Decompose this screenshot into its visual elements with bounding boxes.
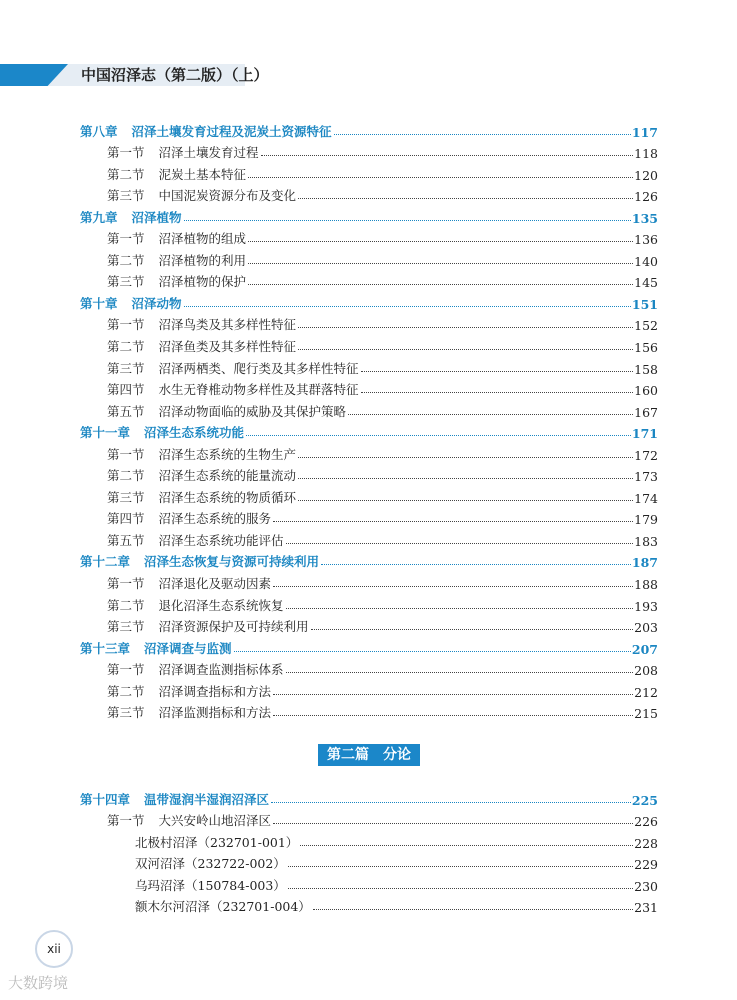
toc-label [80,294,184,312]
toc-page: 188 [634,577,658,593]
toc-page: 203 [634,620,658,636]
toc-title: 沼泽生态系统功能评估 [158,532,284,548]
toc-section[interactable] [80,312,658,334]
toc-title: 沼泽资源保护及可持续利用 [158,619,309,635]
toc-label [107,703,273,721]
toc-section[interactable] [80,527,658,549]
toc-title: 沼泽生态系统的生物生产 [158,446,297,462]
toc-number: 第一节 [107,446,145,462]
leader-dots [313,909,633,910]
toc-label [107,509,273,527]
leader-dots [248,241,633,242]
toc-page: 231 [634,900,658,916]
leader-dots [271,802,631,803]
toc-section[interactable] [80,377,658,399]
toc-number: 第二节 [107,468,145,484]
leader-dots [298,457,633,458]
toc-entry[interactable] [80,829,658,851]
toc-number: 第一节 [107,662,145,678]
toc-number: 第三节 [107,188,145,204]
book-title: 中国沼泽志（第二版）（上） [81,66,269,84]
toc-label [107,617,311,635]
toc-number: 第三节 [107,705,145,721]
toc-title: 沼泽鸟类及其多样性特征 [158,317,297,333]
toc-page: 136 [634,232,658,248]
toc-title: 大兴安岭山地沼泽区 [158,813,272,829]
part-banner: 第二篇 分论 [318,744,420,766]
toc-page: 152 [634,318,658,334]
toc-title: 沼泽调查指标和方法 [158,683,272,699]
leader-dots [300,845,633,846]
leader-dots [273,586,633,587]
toc-label [107,402,348,420]
toc-title: 退化沼泽生态系统恢复 [158,597,284,613]
toc-chapter[interactable] [80,290,658,312]
leader-dots [288,866,633,867]
toc-title: 沼泽植物的利用 [158,252,247,268]
toc-page: 160 [634,383,658,399]
leader-dots [273,715,633,716]
toc-section[interactable] [80,570,658,592]
leader-dots [311,629,634,630]
toc-chapter[interactable] [80,420,658,442]
toc-label [80,423,246,441]
toc-page: 158 [634,361,658,377]
toc-page: 215 [634,706,658,722]
toc-section[interactable] [80,463,658,485]
toc-title: 沼泽生态系统的物质循环 [158,489,297,505]
toc-page: 226 [634,814,658,830]
leader-dots [273,694,633,695]
toc-label [107,186,298,204]
leader-dots [286,608,634,609]
toc-label [107,531,286,549]
toc-number: 第二节 [107,683,145,699]
toc-label [80,639,234,657]
toc-page: 208 [634,663,658,679]
toc-label [107,574,273,592]
toc-number: 第十章 [80,295,118,311]
toc-title: 泥炭土基本特征 [158,166,247,182]
toc-label [80,552,321,570]
toc-title: 沼泽植物的保护 [158,274,247,290]
toc-number: 第十四章 [80,791,131,807]
leader-dots [248,177,633,178]
toc-chapter[interactable] [80,118,658,140]
toc-title: 北极村沼泽（232701-001） [135,834,299,850]
leader-dots [286,672,634,673]
toc-title: 沼泽两栖类、爬行类及其多样性特征 [158,360,359,376]
toc-title: 沼泽退化及驱动因素 [158,576,272,592]
toc-label [107,143,261,161]
toc-number: 第一节 [107,576,145,592]
toc-part2 [80,786,658,915]
toc-title: 沼泽生态系统的服务 [158,511,272,527]
leader-dots [261,155,634,156]
toc-section[interactable] [80,484,658,506]
toc-title: 沼泽土壤发育过程及泥炭土资源特征 [131,123,332,139]
toc-page: 135 [631,210,658,226]
toc-section[interactable] [80,333,658,355]
toc-section[interactable] [80,592,658,614]
toc-page: 167 [634,404,658,420]
toc-section[interactable] [80,441,658,463]
toc-page: 172 [634,447,658,463]
leader-dots [248,263,633,264]
toc-section[interactable] [80,226,658,248]
toc-title: 沼泽生态系统功能 [144,425,245,441]
toc-title: 沼泽调查监测指标体系 [158,662,284,678]
toc-number: 第二节 [107,166,145,182]
toc-label [107,315,298,333]
toc-entry[interactable] [80,851,658,873]
leader-dots [348,414,633,415]
toc-number: 第三节 [107,489,145,505]
toc-entry[interactable] [80,872,658,894]
toc-page: 207 [631,641,658,657]
toc-chapter[interactable] [80,204,658,226]
toc-number: 第四节 [107,511,145,527]
toc-chapter[interactable] [80,549,658,571]
toc-page: 187 [631,555,658,571]
toc-label [135,876,288,894]
toc-page: 145 [634,275,658,291]
toc-page: 118 [634,146,658,162]
toc-section[interactable] [80,183,658,205]
leader-dots [298,349,633,350]
leader-dots [273,521,633,522]
toc-label [80,790,271,808]
toc-label [135,854,288,872]
toc-label [107,488,298,506]
toc-label [107,229,248,247]
toc-label [107,165,248,183]
toc-page: 225 [631,792,658,808]
toc-title: 沼泽动物面临的威胁及其保护策略 [158,403,347,419]
toc-number: 第十二章 [80,554,131,570]
toc-label [107,811,273,829]
toc-label [107,682,273,700]
toc-page: 212 [634,684,658,700]
toc-page: 140 [634,253,658,269]
toc-section[interactable] [80,355,658,377]
toc-label [107,466,298,484]
toc-label [107,660,286,678]
toc-number: 第八章 [80,123,118,139]
toc-number: 第十三章 [80,640,131,656]
leader-dots [298,478,633,479]
leader-dots [298,500,633,501]
leader-dots [246,435,631,436]
toc-number: 第五节 [107,532,145,548]
toc-title: 沼泽动物 [131,295,182,311]
toc-number: 第一节 [107,317,145,333]
toc-title: 沼泽鱼类及其多样性特征 [158,339,297,355]
leader-dots [273,823,633,824]
toc-title: 沼泽生态系统的能量流动 [158,468,297,484]
toc-number: 第二节 [107,597,145,613]
leader-dots [248,284,633,285]
toc-section[interactable] [80,657,658,679]
toc-label [80,208,184,226]
toc-page: 120 [634,167,658,183]
toc-section[interactable] [80,506,658,528]
toc-part1 [80,118,658,721]
toc-number: 第二节 [107,252,145,268]
toc-number: 第十一章 [80,425,131,441]
toc-label [80,122,334,140]
toc-title: 沼泽监测指标和方法 [158,705,272,721]
toc-section[interactable] [80,398,658,420]
toc-page: 126 [634,189,658,205]
toc-page: 156 [634,340,658,356]
toc-page: 151 [631,296,658,312]
leader-dots [361,371,634,372]
toc-section[interactable] [80,700,658,722]
toc-section[interactable] [80,269,658,291]
toc-label [107,251,248,269]
toc-label [107,596,286,614]
toc-page: 183 [634,533,658,549]
toc-title: 沼泽土壤发育过程 [158,145,259,161]
toc-page: 193 [634,598,658,614]
toc-page: 173 [634,469,658,485]
toc-label [107,272,248,290]
toc-page: 230 [634,878,658,894]
toc-title: 沼泽生态恢复与资源可持续利用 [144,554,320,570]
toc-section[interactable] [80,808,658,830]
leader-dots [286,543,634,544]
toc-number: 第二节 [107,339,145,355]
toc-number: 第一节 [107,231,145,247]
toc-title: 额木尔河沼泽（232701-004） [135,899,311,915]
leader-dots [298,327,633,328]
toc-title: 双河沼泽（232722-002） [135,856,286,872]
toc-title: 沼泽植物 [131,209,182,225]
toc-number: 第四节 [107,382,145,398]
toc-label [107,445,298,463]
toc-number: 第三节 [107,360,145,376]
toc-chapter[interactable] [80,635,658,657]
toc-page: 117 [631,124,658,140]
toc-title: 沼泽调查与监测 [144,640,232,656]
leader-dots [234,651,631,652]
leader-dots [184,220,631,221]
toc-section[interactable] [80,614,658,636]
toc-section[interactable] [80,247,658,269]
toc-number: 第五节 [107,403,145,419]
leader-dots [298,198,633,199]
toc-title: 中国泥炭资源分布及变化 [158,188,297,204]
toc-label [107,380,361,398]
leader-dots [288,888,633,889]
toc-number: 第一节 [107,145,145,161]
leader-dots [321,564,631,565]
leader-dots [361,392,634,393]
toc-label [107,337,298,355]
toc-number: 第一节 [107,813,145,829]
toc-section[interactable] [80,140,658,162]
toc-section[interactable] [80,678,658,700]
toc-number: 第三节 [107,619,145,635]
toc-label [135,897,313,915]
toc-number: 第九章 [80,209,118,225]
toc-page: 229 [634,857,658,873]
leader-dots [334,134,631,135]
toc-label [107,359,361,377]
toc-title: 温带湿润半湿润沼泽区 [144,791,270,807]
leader-dots [184,306,631,307]
toc-title: 乌玛沼泽（150784-003） [135,877,286,893]
toc-chapter[interactable] [80,786,658,808]
page-number: xii [35,930,73,968]
toc-page: 174 [634,490,658,506]
toc-page: 228 [634,835,658,851]
toc-number: 第三节 [107,274,145,290]
toc-title: 水生无脊椎动物多样性及其群落特征 [158,382,359,398]
toc-entry[interactable] [80,894,658,916]
toc-title: 沼泽植物的组成 [158,231,247,247]
toc-page: 171 [631,426,658,442]
toc-label [135,833,300,851]
toc-section[interactable] [80,161,658,183]
watermark: 大数跨境 [8,974,69,992]
toc-page: 179 [634,512,658,528]
